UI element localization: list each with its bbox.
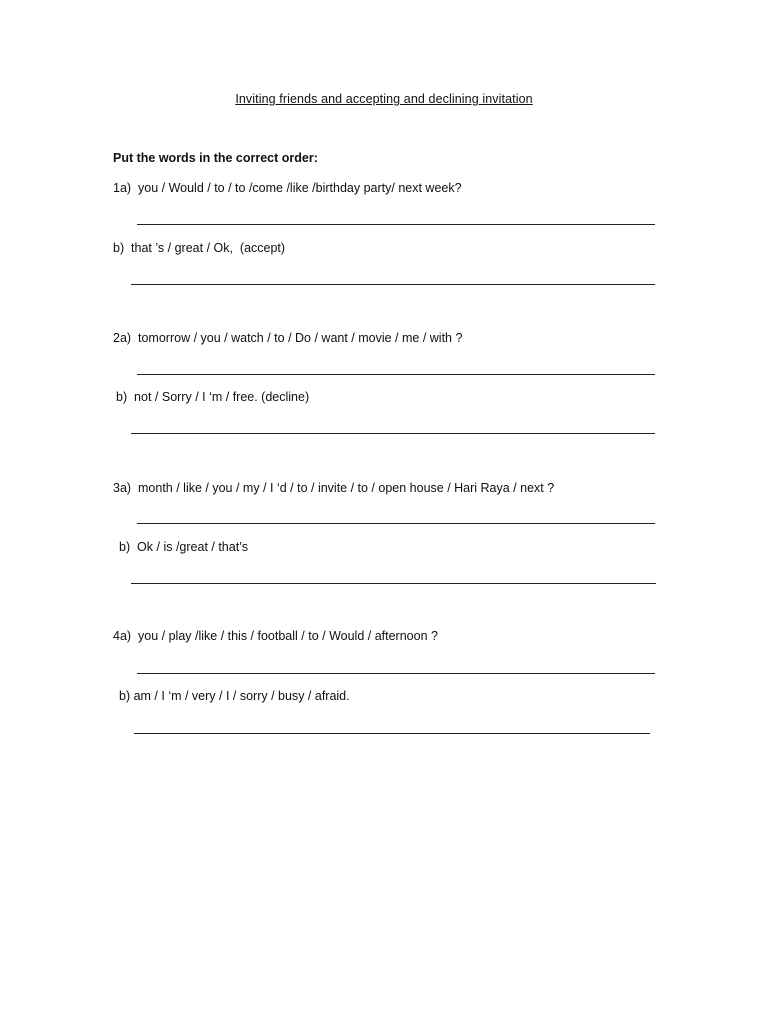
answer-line-2b <box>131 433 655 434</box>
answer-line-4b <box>134 733 650 734</box>
answer-line-1b <box>131 284 655 285</box>
instruction-text: Put the words in the correct order: <box>113 151 318 165</box>
answer-line-2a <box>137 374 655 375</box>
answer-line-1a <box>137 224 655 225</box>
worksheet-title: Inviting friends and accepting and declining invitation <box>235 92 533 106</box>
question-2b: b) not / Sorry / I ‘m / free. (decline) <box>116 390 310 404</box>
question-1a: 1a) you / Would / to / to /come /like /birthday party/ next week? <box>113 181 462 195</box>
answer-line-3a <box>137 523 655 524</box>
question-3a: 3a) month / like / you / my / I ‘d / to / invite / to / open house / Hari Raya / next ? <box>113 481 555 495</box>
question-4b: b) am / I ‘m / very / I / sorry / busy / afraid. <box>119 689 350 703</box>
question-3b: b) Ok / is /great / that’s <box>119 540 248 554</box>
answer-line-3b <box>131 583 656 584</box>
question-2a: 2a) tomorrow / you / watch / to / Do / want / movie / me / with ? <box>113 331 463 345</box>
question-4a: 4a) you / play /like / this / football / to / Would / afternoon ? <box>113 629 438 643</box>
answer-line-4a <box>137 673 655 674</box>
question-1b: b) that ’s / great / Ok, (accept) <box>113 241 286 255</box>
